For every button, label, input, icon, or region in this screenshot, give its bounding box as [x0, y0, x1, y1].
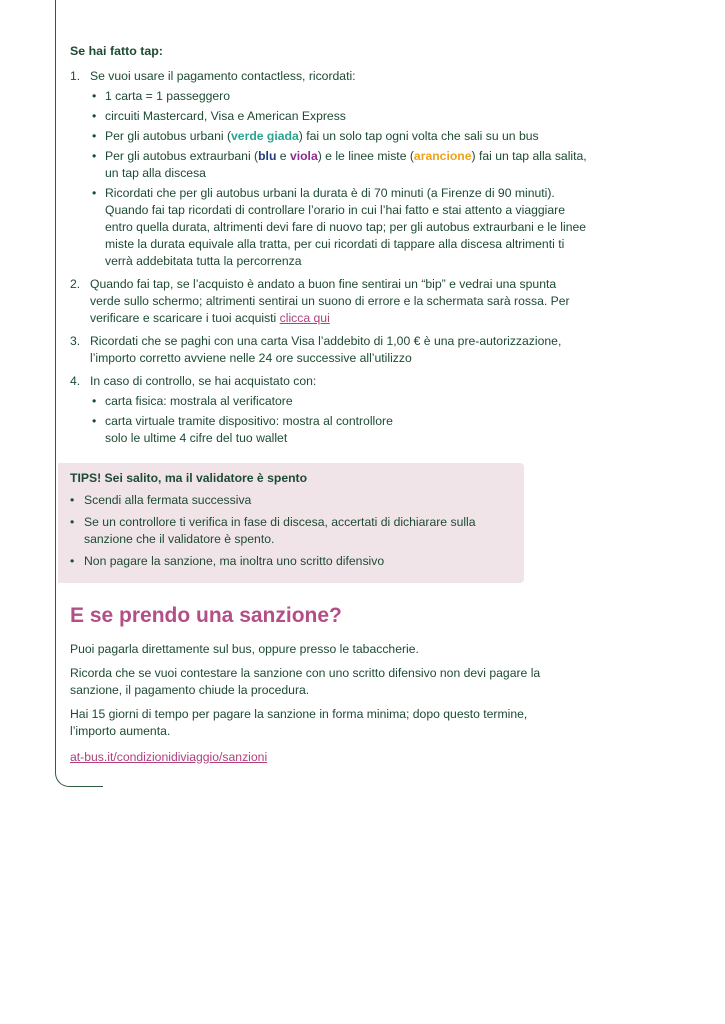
sanzioni-link[interactable]: at-bus.it/condizionidiviaggio/sanzioni	[70, 750, 268, 764]
control-bullets	[90, 393, 590, 447]
contactless-bullets	[90, 88, 590, 270]
tips-box	[58, 463, 524, 583]
list-item	[70, 68, 590, 270]
bullet-item	[90, 128, 590, 145]
paragraph	[70, 665, 590, 699]
list-number: 3.	[70, 334, 81, 348]
bullet-text: circuiti Mastercard, Visa e American Express	[105, 109, 346, 123]
bullet-item	[90, 148, 590, 182]
tips-list	[70, 492, 512, 570]
list-number: 1.	[70, 69, 81, 83]
bullet-text: Per gli autobus extraurbani (	[105, 149, 259, 163]
highlight-verde-giada: verde giada	[231, 129, 299, 143]
list-number: 4.	[70, 374, 81, 388]
bullet-text: ) fai un tap alla salita, un tap alla discesa	[105, 149, 587, 180]
tips-text: Se un controllore ti verifica in fase di discesa, accertati di dichiarare sulla sanzione che il validatore è spento.	[84, 515, 476, 546]
bullet-text: carta virtuale tramite dispositivo: mostra al controllore	[105, 414, 393, 428]
bullet-item	[90, 185, 590, 270]
tips-title: TIPS! Sei salito, ma il validatore è spento	[70, 471, 308, 485]
bullet-item	[90, 393, 590, 410]
highlight-viola: viola	[289, 149, 318, 163]
paragraph-text: Hai 15 giorni di tempo per pagare la sanzione in forma minima; dopo questo termine, l’importo aumenta.	[70, 707, 528, 738]
bullet-text: ) fai un solo tap ogni volta che sali su un bus	[298, 129, 539, 143]
paragraph	[70, 706, 590, 740]
list-text: Quando fai tap, se l’acquisto è andato a buon fine sentirai un “bip” e vedrai una spunta verde sullo schermo; altrimenti sentirai un suono di errore e la schermata sarà rossa. Per verificare e scaricare i tuoi acquisti	[90, 277, 570, 325]
tips-item	[70, 514, 512, 548]
list-text: Ricordati che se paghi con una carta Visa l’addebito di 1,00 € è una pre-autorizzazione, l’importo corretto avviene nelle 24 ore successive all’utilizzo	[90, 334, 562, 365]
paragraph-text: Ricorda che se vuoi contestare la sanzione con uno scritto difensivo non devi pagare la sanzione, il pagamento chiude la procedura.	[70, 666, 541, 697]
instruction-list	[70, 68, 590, 447]
bullet-item	[90, 413, 590, 447]
list-item	[70, 373, 590, 447]
sanzione-section	[70, 603, 590, 766]
tips-item: • Scendi alla fermata successiva	[70, 492, 512, 509]
bullet-text: e	[276, 149, 290, 163]
list-text: In caso di controllo, se hai acquistato con:	[90, 374, 317, 388]
tap-heading: Se hai fatto tap:	[70, 44, 163, 58]
bullet-text: 1 carta = 1 passeggero	[105, 89, 231, 103]
bullet-text: solo le ultime 4 cifre del tuo wallet	[105, 431, 288, 445]
highlight-arancione: arancione	[413, 149, 472, 163]
acquisti-link[interactable]: clicca qui	[279, 311, 330, 325]
bullet-item	[90, 88, 590, 105]
paragraph: Puoi pagarla direttamente sul bus, oppure presso le tabaccherie.	[70, 642, 419, 656]
list-item	[70, 333, 590, 367]
tips-item: • Non pagare la sanzione, ma inoltra uno scritto difensivo	[70, 553, 512, 570]
bullet-text: Per gli autobus urbani (	[105, 129, 232, 143]
list-number: 2.	[70, 277, 81, 291]
highlight-blu: blu	[258, 149, 277, 163]
section-title: E se prendo una sanzione?	[70, 604, 342, 627]
bullet-text: Ricordati che per gli autobus urbani la durata è di 70 minuti (a Firenze di 90 minuti). Quando fai tap ricordati di controllare l’orario in cui l’hai fatto e stai attento a viaggiare entro quella durata, altrimenti devi fare di nuovo tap; per gli autobus extraurbani e le linee miste la durata equivale alla tratta, per cui ricordati di tappare alla discesa altrimenti ti verrà addebitata tutta la percorrenza	[105, 186, 587, 268]
bullet-text: carta fisica: mostrala al verificatore	[105, 394, 293, 408]
list-text: Se vuoi usare il pagamento contactless, ricordati:	[90, 69, 356, 83]
bullet-item	[90, 108, 590, 125]
list-item	[70, 276, 590, 327]
bullet-text: ) e le linee miste (	[317, 149, 414, 163]
tap-instructions	[70, 43, 590, 453]
